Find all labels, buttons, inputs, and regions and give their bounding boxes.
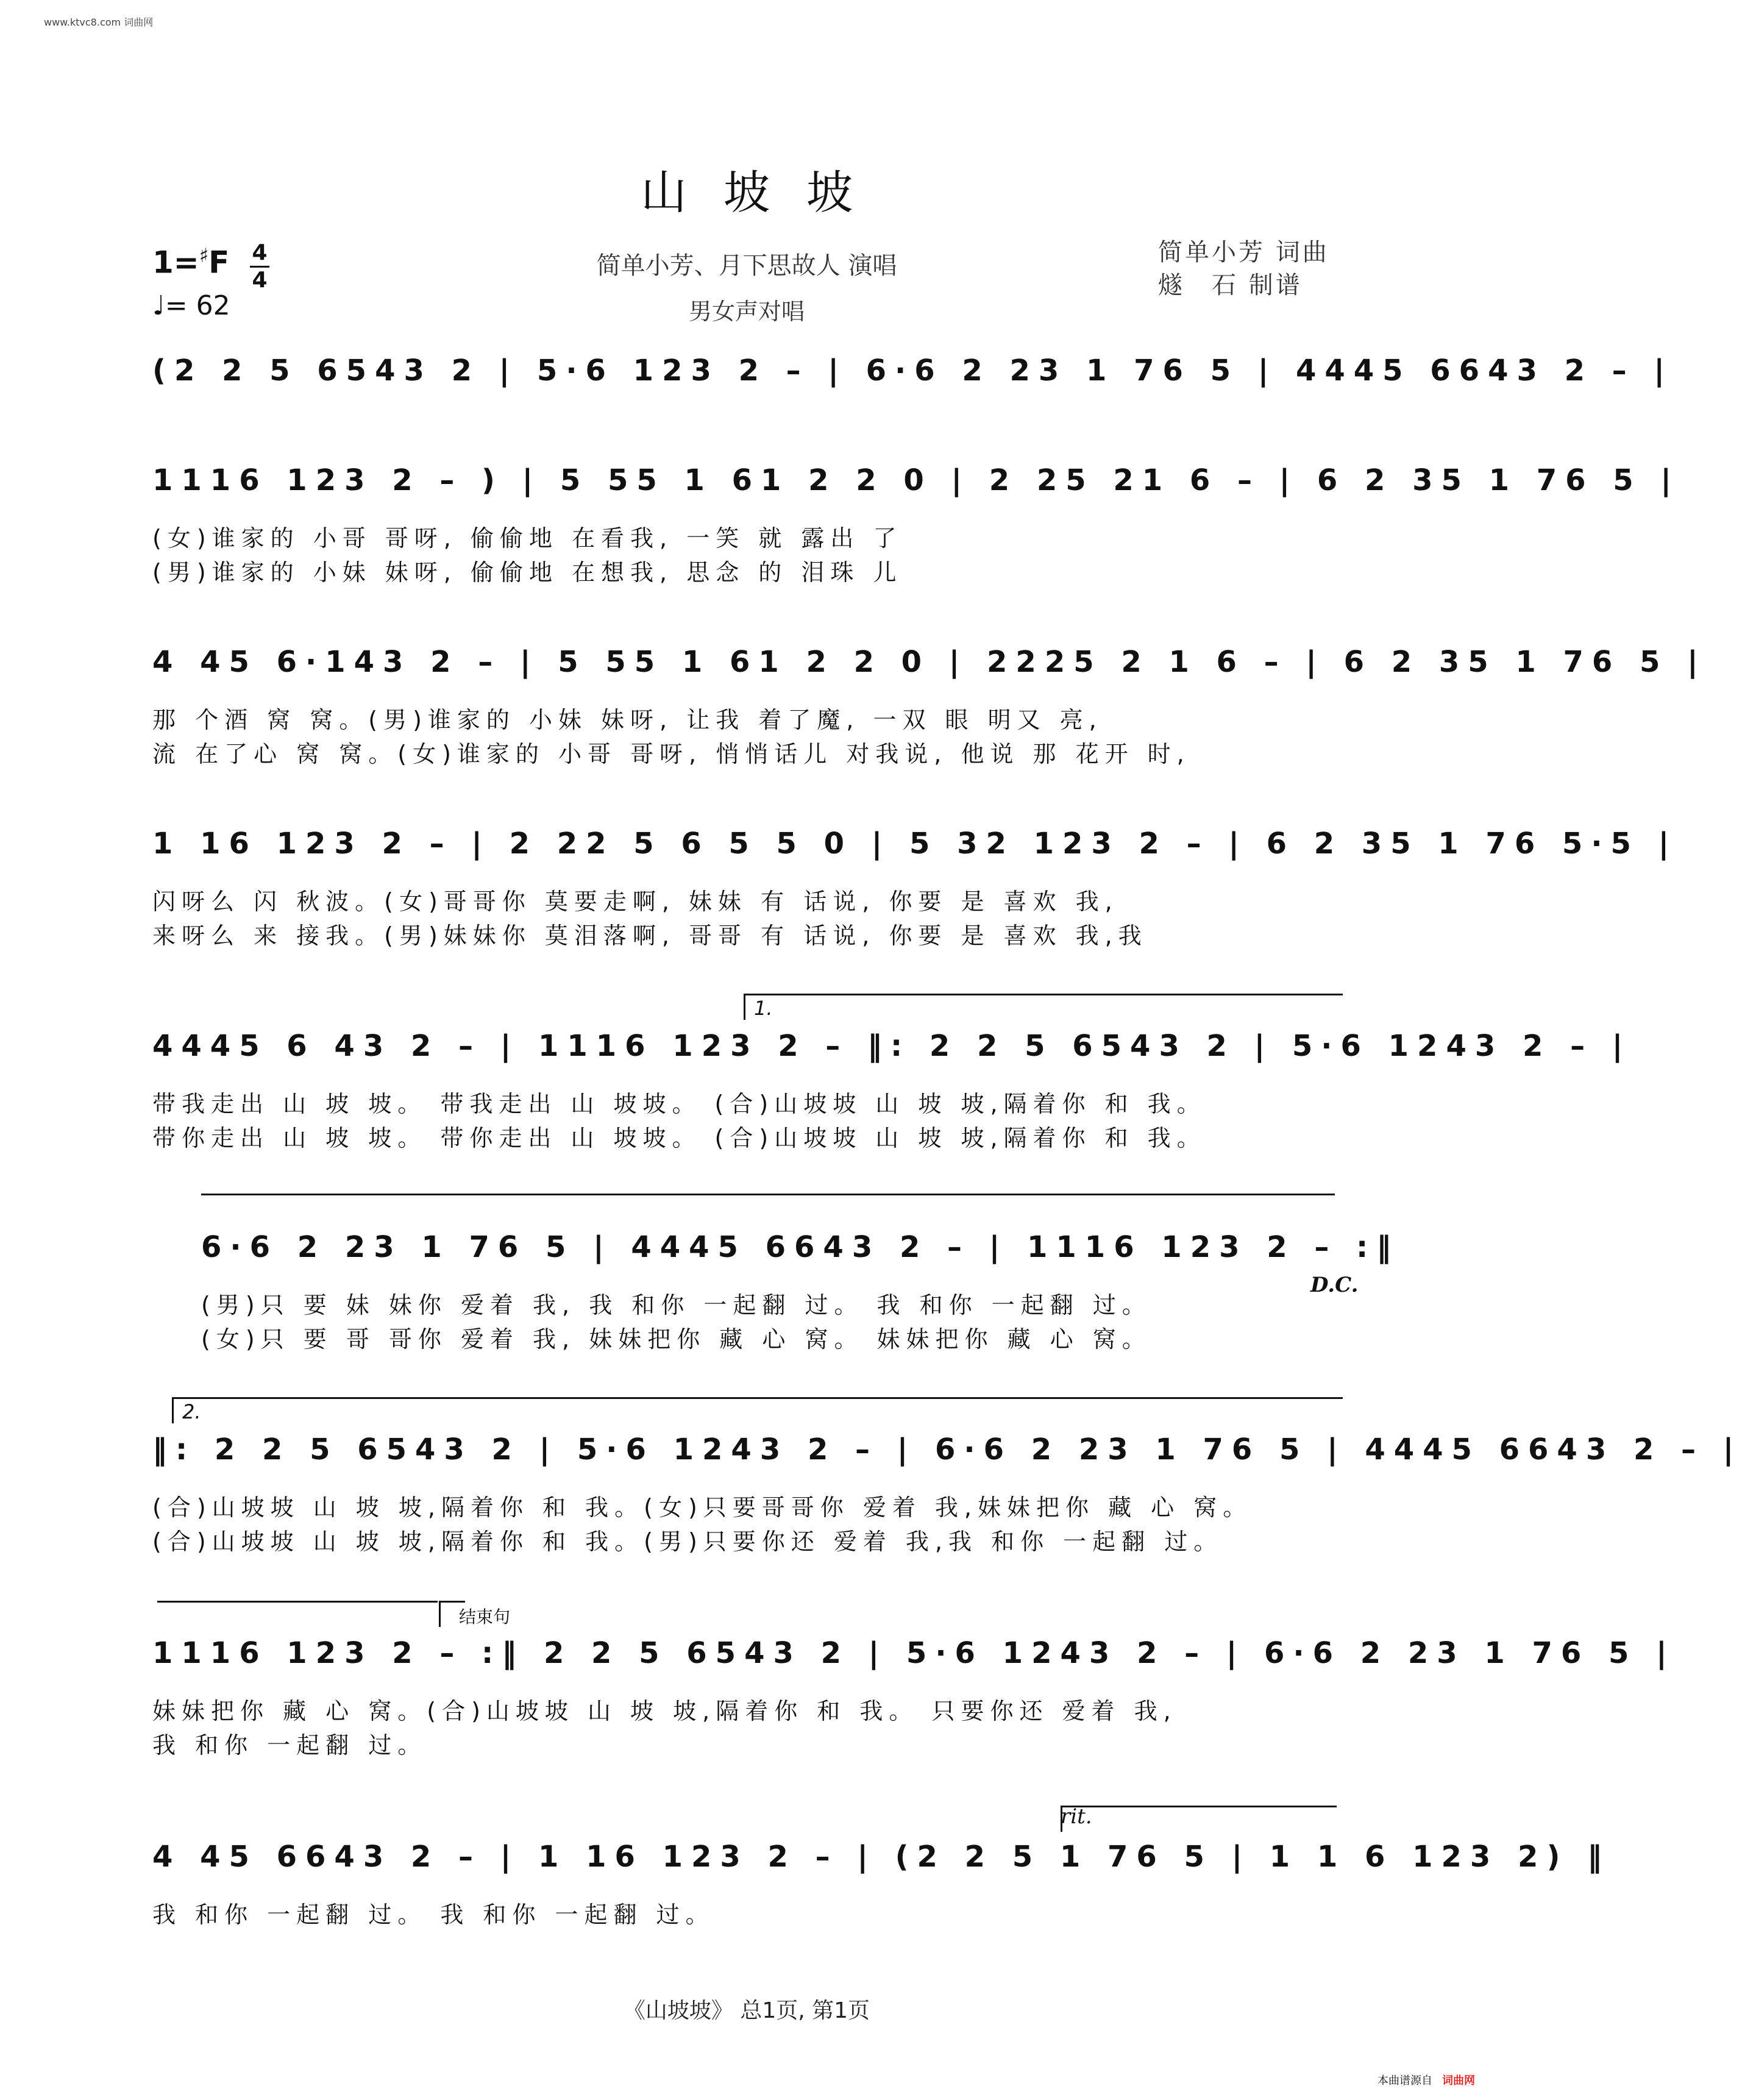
song-title: 山坡坡	[641, 165, 889, 219]
lyric-line-2: 流 在了心 窝 窝。(女)谁家的 小哥 哥呀, 悄悄话儿 对我说, 他说 那 花开 时,	[152, 741, 1190, 767]
volta-continuation	[201, 1194, 1335, 1220]
score-system-3	[152, 645, 1707, 779]
lyric-line-2: (女)只 要 哥 哥你 爱着 我, 妹妹把你 藏 心 窝。 妹妹把你 藏 心 窝。	[201, 1326, 1151, 1353]
performance-style: 男女声对唱	[688, 298, 805, 325]
credit-lyrics: 简单小芳 词曲	[1158, 238, 1329, 266]
score-system-1	[152, 354, 1673, 427]
source-credit-text: 本曲谱源自	[1378, 2074, 1432, 2087]
score-system-9	[152, 1840, 1611, 1949]
score-system-8	[152, 1636, 1676, 1770]
lyric-line-1: 我 和你 一起翻 过。 我 和你 一起翻 过。	[152, 1901, 715, 1928]
volta-continuation	[157, 1601, 438, 1627]
notation-line: 1116 123 2 – :‖ 2 2 5 6543 2 | 5·6 1243 2 – | 6·6 2 23 1 76 5 |	[152, 1636, 1676, 1670]
lyric-line-1: 妹妹把你 藏 心 窝。(合)山坡坡 山 坡 坡,隔着你 和 我。 只要你还 爱着 我,	[152, 1698, 1177, 1724]
tempo-marking: ♩= 62	[152, 290, 230, 321]
lyric-line-2: 我 和你 一起翻 过。	[152, 1732, 427, 1759]
ritardando-mark: rit.	[1061, 1804, 1092, 1829]
performers: 简单小芳、月下思故人 演唱	[596, 252, 897, 280]
score-system-7	[152, 1433, 1742, 1567]
ending-bracket	[439, 1601, 511, 1627]
volta-label: 2.	[182, 1400, 201, 1423]
site-watermark: www.ktvc8.com 词曲网	[44, 16, 154, 28]
score-system-4	[152, 827, 1678, 961]
volta-bracket-2	[172, 1397, 1343, 1423]
meter-top: 4	[252, 240, 268, 265]
notation-line: 4445 6 43 2 – | 1116 123 2 – ‖: 2 2 5 6543 2 | 5·6 1243 2 – |	[152, 1029, 1632, 1063]
rit-bracket	[1061, 1806, 1337, 1832]
lyric-line-1: (男)只 要 妹 妹你 爱着 我, 我 和你 一起翻 过。 我 和你 一起翻 过。	[201, 1292, 1151, 1319]
lyric-line-2: 带你走出 山 坡 坡。 带你走出 山 坡坡。 (合)山坡坡 山 坡 坡,隔着你 和 我。	[152, 1125, 1206, 1151]
notation-line: (2 2 5 6543 2 | 5·6 123 2 – | 6·6 2 23 1 76 5 | 4445 6643 2 – |	[152, 354, 1673, 388]
source-credit	[1378, 2072, 1475, 2088]
da-capo-mark: D.C.	[1310, 1273, 1359, 1297]
notation-line: 4 45 6·143 2 – | 5 55 1 61 2 2 0 | 2225 2 1 6 – | 6 2 35 1 76 5 |	[152, 645, 1707, 679]
lyric-line-1: 那 个酒 窝 窝。(男)谁家的 小妹 妹呀, 让我 着了魔, 一双 眼 明又 亮,	[152, 707, 1103, 733]
lyric-line-1: 闪呀么 闪 秋波。(女)哥哥你 莫要走啊, 妹妹 有 话说, 你要 是 喜欢 我,	[152, 888, 1118, 915]
credit-score: 燧 石 制谱	[1158, 271, 1303, 299]
ending-label: 结束句	[459, 1607, 511, 1627]
key-sharp: ♯	[199, 244, 209, 267]
notation-line: 1 16 123 2 – | 2 22 5 6 5 5 0 | 5 32 123 2 – | 6 2 35 1 76 5·5 |	[152, 827, 1678, 861]
score-system-5	[152, 1029, 1632, 1163]
meter-bottom: 4	[252, 268, 268, 293]
lyric-line-1: 带我走出 山 坡 坡。 带我走出 山 坡坡。 (合)山坡坡 山 坡 坡,隔着你 和 我。	[152, 1091, 1206, 1117]
score-system-6	[201, 1230, 1400, 1364]
key-text: 1=	[152, 244, 199, 280]
notation-line: 1116 123 2 – ) | 5 55 1 61 2 2 0 | 2 25 21 6 – | 6 2 35 1 76 5 |	[152, 463, 1680, 497]
lyric-line-1: (合)山坡坡 山 坡 坡,隔着你 和 我。(女)只要哥哥你 爱着 我,妹妹把你 藏 心 窝。	[152, 1494, 1253, 1521]
notation-line: 6·6 2 23 1 76 5 | 4445 6643 2 – | 1116 123 2 – :‖	[201, 1230, 1400, 1264]
lyric-line-2: 来呀么 来 接我。(男)妹妹你 莫泪落啊, 哥哥 有 话说, 你要 是 喜欢 我,我	[152, 922, 1148, 949]
lyric-line-2: (合)山坡坡 山 坡 坡,隔着你 和 我。(男)只要你还 爱着 我,我 和你 一起翻 过。	[152, 1528, 1223, 1555]
volta-label: 1.	[754, 997, 773, 1020]
volta-bracket-1	[744, 994, 1343, 1020]
page-footer: 《山坡坡》 总1页, 第1页	[623, 1998, 870, 2023]
lyric-line-1: (女)谁家的 小哥 哥呀, 偷偷地 在看我, 一笑 就 露出 了	[152, 525, 903, 552]
key-note: F	[208, 244, 230, 280]
lyric-line-2: (男)谁家的 小妹 妹呀, 偷偷地 在想我, 思念 的 泪珠 儿	[152, 559, 903, 586]
notation-line: ‖: 2 2 5 6543 2 | 5·6 1243 2 – | 6·6 2 23 1 76 5 | 4445 6643 2 – |	[152, 1433, 1742, 1467]
notation-line: 4 45 6643 2 – | 1 16 123 2 – | (2 2 5 1 76 5 | 1 1 6 123 2) ‖	[152, 1840, 1611, 1874]
score-system-2	[152, 463, 1680, 597]
brand-logo: 词曲网	[1442, 2074, 1475, 2087]
